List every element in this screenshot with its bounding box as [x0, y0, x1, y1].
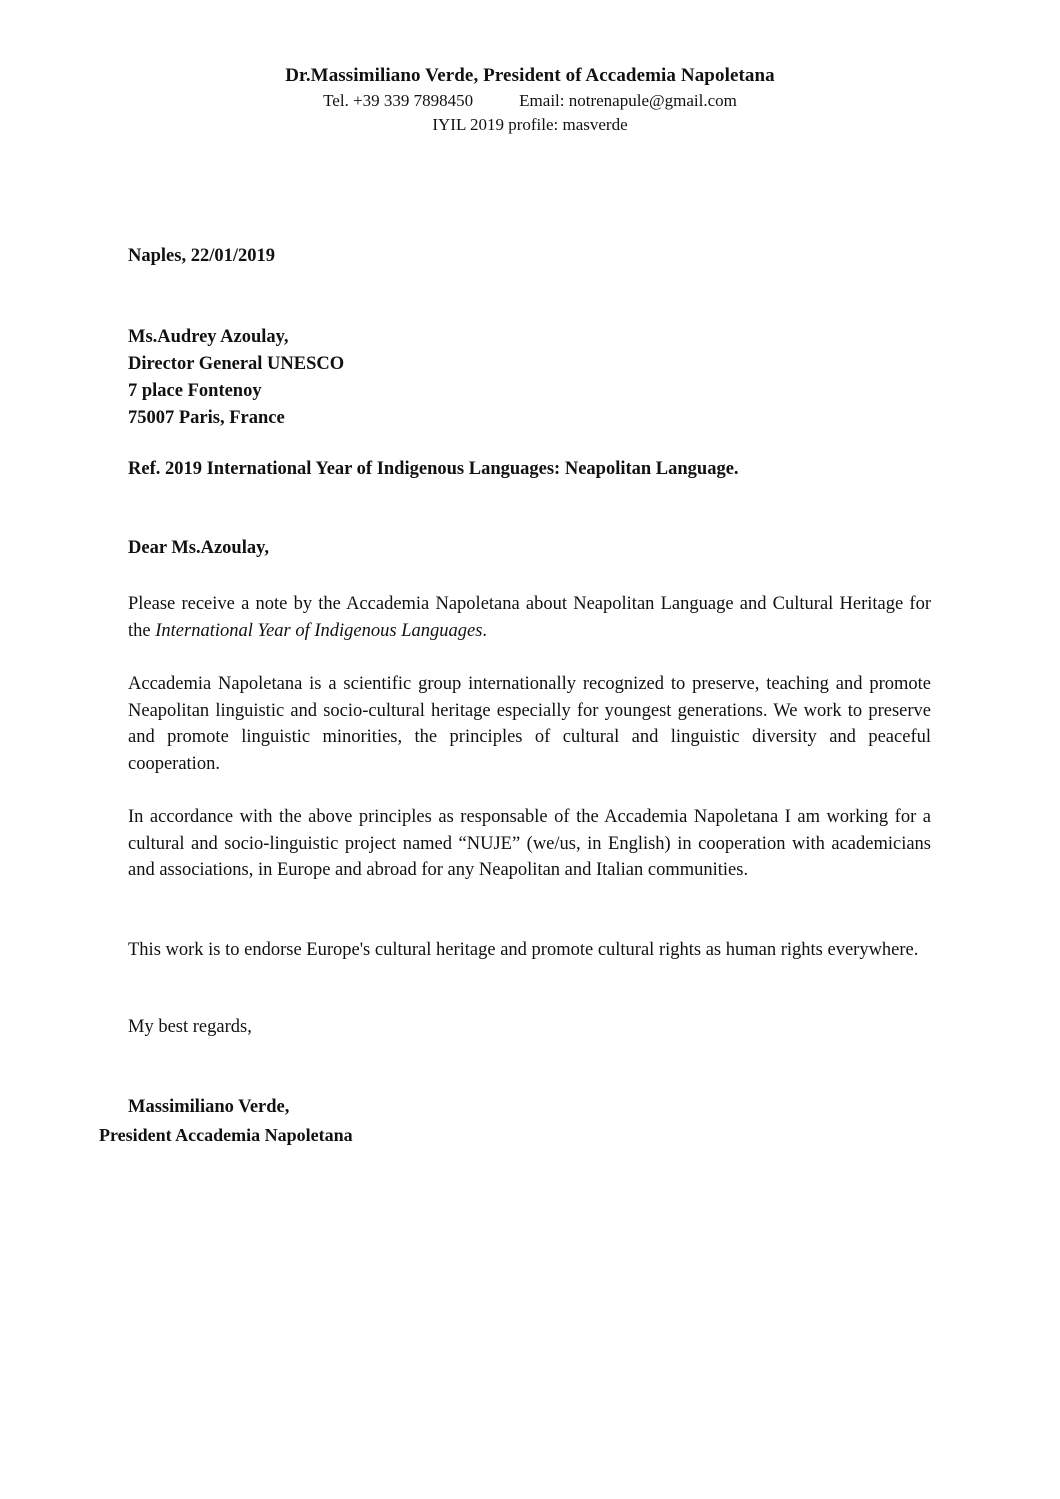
- letterhead-phone: Tel. +39 339 7898450: [323, 91, 474, 110]
- recipient-street: 7 place Fontenoy: [128, 381, 262, 401]
- body-paragraph-2: Accademia Napoletana is a scientific group internationally recognized to preserve, teaching and promote Neapolitan linguistic and socio-cultural heritage especially for youngest generations. We work to preserve and promote linguistic minorities, the principles of cultural and linguistic diversity and peaceful cooperation.: [128, 674, 931, 774]
- body-paragraph-1: [128, 591, 931, 644]
- date-line: Naples, 22/01/2019: [128, 246, 275, 266]
- signature-title: President Accademia Napoletana: [99, 1125, 353, 1145]
- letterhead-profile: IYIL 2019 profile: masverde: [432, 115, 628, 134]
- p1-end: .: [482, 620, 488, 641]
- recipient-address: [128, 324, 931, 432]
- letterhead-name: Dr.Massimiliano Verde, President of Accademia Napoletana: [285, 65, 775, 86]
- signature-name: Massimiliano Verde,: [128, 1097, 290, 1117]
- closing: My best regards,: [128, 1017, 252, 1037]
- letterhead: [0, 63, 1060, 137]
- recipient-name: Ms.Audrey Azoulay,: [128, 327, 289, 347]
- letterhead-email: Email: notrenapule@gmail.com: [519, 91, 737, 110]
- body-paragraph-3: In accordance with the above principles as responsable of the Accademia Napoletana I am working for a cultural and socio-linguistic project named “NUJE” (we/us, in English) in cooperation with academicians and associations, in Europe and abroad for any Neapolitan and Italian communities.: [128, 807, 931, 880]
- salutation: Dear Ms.Azoulay,: [128, 538, 269, 558]
- reference-line: Ref. 2019 International Year of Indigenous Languages: Neapolitan Language.: [128, 459, 739, 479]
- p1-text: Please receive a note by the Accademia Napoletana about Neapolitan Language and Cultural Heritage for the: [128, 594, 931, 641]
- recipient-title: Director General UNESCO: [128, 354, 345, 374]
- p1-italic: International Year of Indigenous Languages: [155, 620, 483, 641]
- recipient-city: 75007 Paris, France: [128, 408, 285, 428]
- letterhead-contact: [0, 89, 1060, 113]
- body-paragraph-4: This work is to endorse Europe's cultural heritage and promote cultural rights as human rights everywhere.: [128, 940, 919, 960]
